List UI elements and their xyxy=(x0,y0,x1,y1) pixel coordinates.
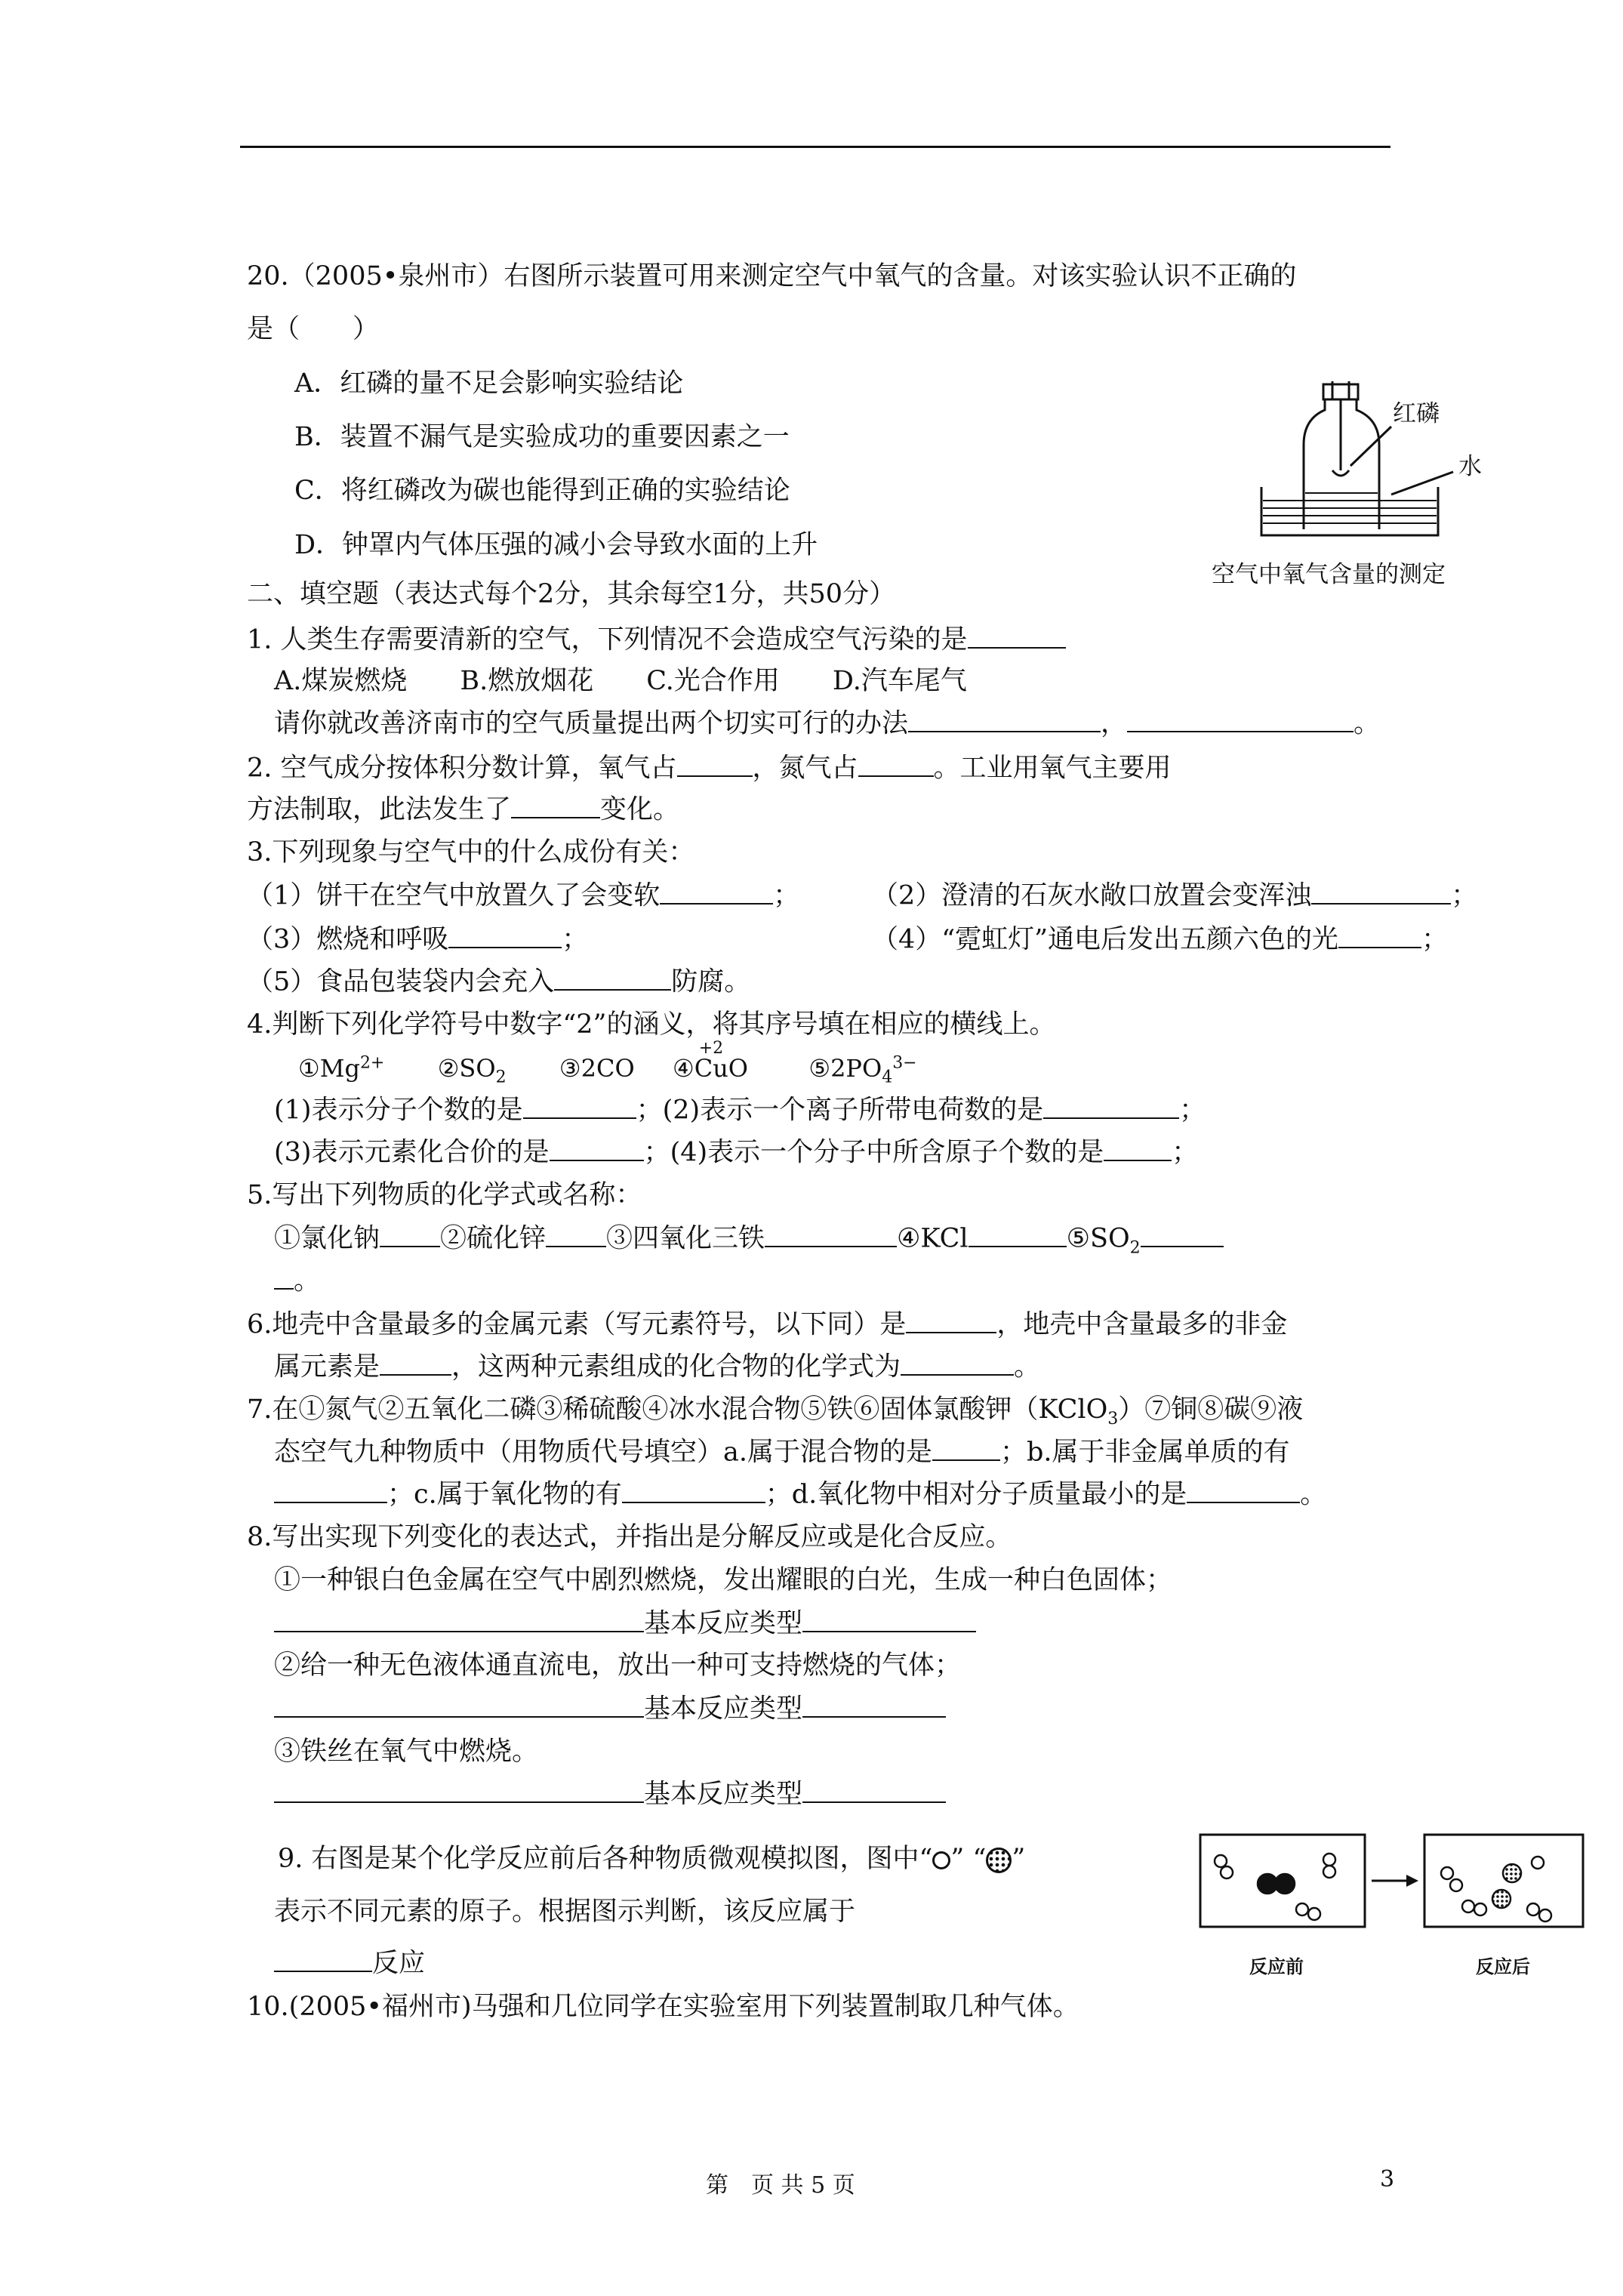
header-rule xyxy=(240,146,1390,148)
answer-blank[interactable] xyxy=(1338,923,1421,948)
symbol-1: $①Mg^{2+}$ xyxy=(298,1053,385,1083)
q3-item1: （1）饼干在空气中放置久了会变软 ； xyxy=(247,879,799,913)
symbol-3: ③2CO xyxy=(559,1054,635,1083)
q20-option-c: C．将红磷改为碳也能得到正确的实验结论 xyxy=(294,476,790,506)
q3-item2: （2）澄清的石灰水敞口放置会变浑浊 ； xyxy=(872,879,1477,913)
q20-option-a: A．红磷的量不足会影响实验结论 xyxy=(294,368,684,399)
stopper xyxy=(1323,384,1358,399)
answer-blank[interactable] xyxy=(968,623,1066,649)
symbol-5: $⑤2PO_4^{3-}$ xyxy=(808,1053,917,1087)
answer-blank[interactable] xyxy=(1043,1093,1179,1119)
q10-stem: 10.(2005•福州市)马强和几位同学在实验室用下列装置制取几种气体。 xyxy=(247,1992,1079,2022)
q7-line3: ；c.属于氧化物的有 ；d.氧化物中相对分子质量最小的是 。 xyxy=(274,1478,1326,1512)
answer-blank[interactable] xyxy=(274,1946,372,1972)
q3-stem: 3.下列现象与空气中的什么成份有关： xyxy=(247,837,695,868)
q4-symbols xyxy=(298,1039,917,1087)
answer-blank[interactable] xyxy=(1141,1222,1224,1247)
figure-label-phosphorus: 红磷 xyxy=(1393,400,1440,427)
answer-blank[interactable] xyxy=(546,1222,606,1247)
answer-blank[interactable] xyxy=(1104,1136,1172,1161)
q8-sub1: ①一种银白色金属在空气中剧烈燃烧，发出耀眼的白光，生成一种白色固体； xyxy=(274,1565,1173,1595)
answer-blank[interactable] xyxy=(274,1692,644,1718)
hatched-atom-icon xyxy=(986,1848,1012,1873)
answer-blank[interactable] xyxy=(274,1478,387,1503)
answer-blank[interactable] xyxy=(901,1350,1014,1376)
footer-page-text: 第 页 共 5 页 xyxy=(706,2172,855,2199)
q7-line1: 7.在①氮气②五氧化二磷③稀硫酸④冰水混合物⑤铁⑥固体氯酸钾（KClO$_3$）⑦铜⑧碳⑨液 xyxy=(247,1395,1304,1428)
q5-items: ①氯化钠 ②硫化锌 ③四氧化三铁 ④KCl $⑤SO_2$ xyxy=(274,1222,1224,1256)
reaction-model-figure xyxy=(1196,1831,1589,1940)
answer-blank[interactable] xyxy=(523,1093,636,1119)
answer-blank[interactable] xyxy=(1127,707,1354,732)
answer-blank[interactable] xyxy=(906,1308,996,1333)
answer-blank[interactable] xyxy=(1311,879,1451,905)
q8-stem: 8.写出实现下列变化的表达式，并指出是分解反应或是化合反应。 xyxy=(247,1522,1012,1552)
q20-option-d: D．钟罩内气体压强的减小会导致水面的上升 xyxy=(294,530,818,560)
answer-blank[interactable] xyxy=(802,1777,946,1803)
section-title: 二、填空题（表达式每个2分，其余每空1分，共50分） xyxy=(247,579,896,609)
q2-line2: 方法制取，此法发生了 变化。 xyxy=(247,793,679,827)
answer-blank[interactable] xyxy=(969,1222,1067,1247)
after-box xyxy=(1424,1835,1583,1927)
answer-blank[interactable] xyxy=(380,1350,451,1376)
answer-blank[interactable] xyxy=(1187,1478,1300,1503)
q4-line3: (3)表示元素化合价的是 ；(4)表示一个分子中所含原子个数的是 ； xyxy=(274,1136,1198,1170)
white-atom-icon xyxy=(932,1851,950,1869)
q8-sub2: ②给一种无色液体通直流电，放出一种可支持燃烧的气体； xyxy=(274,1650,962,1681)
figure-caption: 空气中氧气含量的测定 xyxy=(1212,561,1446,588)
answer-blank[interactable] xyxy=(765,1222,897,1247)
answer-blank[interactable] xyxy=(802,1607,976,1632)
footer-page-number: 3 xyxy=(1380,2166,1395,2193)
answer-blank[interactable] xyxy=(858,751,934,777)
q20-stem-line2: 是（ ） xyxy=(247,314,380,344)
q9-line1: 9. 右图是某个化学反应前后各种物质微观模拟图，图中“ ” “ ” xyxy=(278,1844,1026,1874)
answer-blank[interactable] xyxy=(554,965,671,991)
q8-answer3: 基本反应类型 xyxy=(274,1777,946,1811)
q8-answer2: 基本反应类型 xyxy=(274,1692,946,1726)
q8-sub3: ③铁丝在氧气中燃烧。 xyxy=(274,1737,539,1767)
answer-blank[interactable] xyxy=(908,707,1101,732)
q4-stem: 4.判断下列化学符号中数字“2”的涵义，将其序号填在相应的横线上。 xyxy=(247,1009,1056,1040)
q20-option-b: B．装置不漏气是实验成功的重要因素之一 xyxy=(294,422,790,452)
fig-label-before: 反应前 xyxy=(1249,1956,1304,1977)
fig-label-after: 反应后 xyxy=(1476,1956,1530,1977)
figure-label-water: 水 xyxy=(1458,453,1482,480)
water-pointer xyxy=(1391,472,1453,495)
answer-blank[interactable] xyxy=(550,1136,644,1161)
q8-answer1: 基本反应类型 xyxy=(274,1607,976,1641)
q1-stem: 1. 人类生存需要清新的空气，下列情况不会造成空气污染的是 xyxy=(247,623,1066,657)
oxygen-apparatus-figure xyxy=(1249,381,1476,547)
q3-item4: （4）“霓虹灯”通电后发出五颜六色的光 ； xyxy=(872,923,1448,957)
q4-line2: (1)表示分子个数的是 ；(2)表示一个离子所带电荷数的是 ； xyxy=(274,1093,1206,1127)
q1-options: A.煤炭燃烧 B.燃放烟花 C.光合作用 D.汽车尾气 xyxy=(274,666,967,696)
q3-item5: （5）食品包装袋内会充入 防腐。 xyxy=(247,965,750,999)
q9-line2: 表示不同元素的原子。根据图示判断，该反应属于 xyxy=(274,1897,856,1927)
q2-line1: 2. 空气成分按体积分数计算，氧气占 ，氮气占 。工业用氧气主要用 xyxy=(247,751,1172,785)
answer-blank[interactable] xyxy=(448,923,562,948)
symbol-4: ④ +2 CuO xyxy=(673,1039,749,1083)
symbol-2: $②SO_2$ xyxy=(437,1054,507,1087)
q9-line3: 反应 xyxy=(274,1946,425,1980)
answer-blank[interactable] xyxy=(622,1478,765,1503)
q6-line2: 属元素是 ，这两种元素组成的化合物的化学式为 。 xyxy=(274,1350,1040,1384)
answer-blank[interactable] xyxy=(274,1777,644,1803)
answer-blank[interactable] xyxy=(677,751,753,777)
answer-blank[interactable] xyxy=(932,1435,1000,1461)
q5-end: 。 xyxy=(274,1264,320,1298)
q6-line1: 6.地壳中含量最多的金属元素（写元素符号，以下同）是 ，地壳中含量最多的非金 xyxy=(247,1308,1287,1342)
trough xyxy=(1261,487,1438,535)
answer-blank[interactable] xyxy=(660,879,773,905)
q1-line3: 请你就改善济南市的空气质量提出两个切实可行的办法 ， 。 xyxy=(274,707,1380,741)
q3-item3: （3）燃烧和呼吸 ； xyxy=(247,923,588,957)
answer-blank[interactable] xyxy=(802,1692,946,1718)
answer-blank[interactable] xyxy=(511,793,600,818)
q20-stem-line1: 20.（2005•泉州市）右图所示装置可用来测定空气中氧气的含量。对该实验认识不正确的 xyxy=(247,261,1297,291)
answer-blank[interactable] xyxy=(274,1607,644,1632)
q5-stem: 5.写出下列物质的化学式或名称： xyxy=(247,1180,642,1210)
combustion-spoon xyxy=(1332,470,1349,476)
phosphorus-pointer xyxy=(1350,427,1391,466)
answer-blank[interactable] xyxy=(274,1264,294,1290)
answer-blank[interactable] xyxy=(380,1222,440,1247)
q7-line2: 态空气九种物质中（用物质代号填空）a.属于混合物的是 ；b.属于非金属单质的有 xyxy=(274,1435,1290,1469)
